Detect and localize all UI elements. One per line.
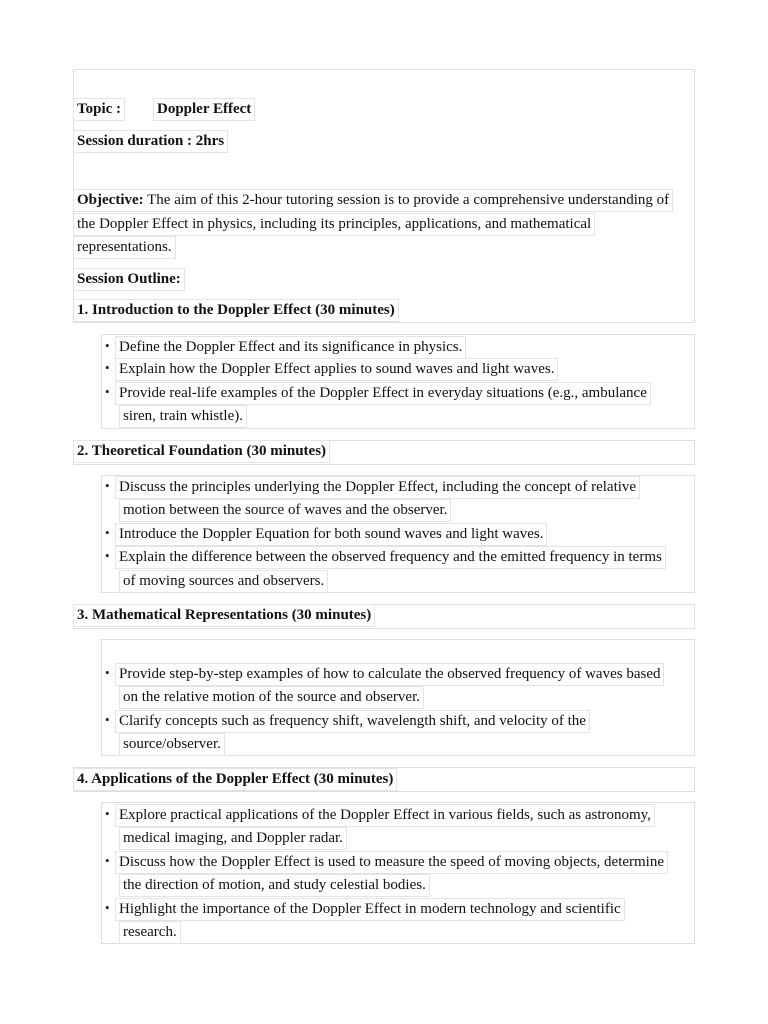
section-2-bullet-1-line-1: Discuss the principles underlying the Doppler Effect, including the concept of relative [115,476,640,499]
section-3-bullet-1-line-2: on the relative motion of the source and observer. [119,686,424,709]
section-4-heading: 4. Applications of the Doppler Effect (30 minutes) [73,768,397,791]
section-1-bullet-1: Define the Doppler Effect and its significance in physics. [115,336,466,359]
section-2-bullet-3-line-2: of moving sources and observers. [119,570,328,593]
bullet-marker: • [105,665,110,680]
bullet-marker: • [105,478,110,493]
bullet-marker: • [105,548,110,563]
section-2-bullet-2: Introduce the Doppler Equation for both sound waves and light waves. [115,523,547,546]
section-4-bullet-3-line-1: Highlight the importance of the Doppler Effect in modern technology and scientific [115,898,625,921]
objective-label: Objective: [77,192,144,208]
bullet-marker: • [105,525,110,540]
objective-line-1 [73,189,673,212]
section-4-bullet-2-line-1: Discuss how the Doppler Effect is used to measure the speed of moving objects, determine [115,851,668,874]
section-3-bullet-2-line-2: source/observer. [119,733,225,756]
section-4-bullet-1-line-2: medical imaging, and Doppler radar. [119,827,347,850]
objective-line-3: representations. [73,236,176,259]
section-4-bullet-2-line-2: the direction of motion, and study celestial bodies. [119,874,430,897]
section-1-bullet-2: Explain how the Doppler Effect applies to sound waves and light waves. [115,358,558,381]
section-3-bullet-1-line-1: Provide step-by-step examples of how to calculate the observed frequency of waves based [115,663,664,686]
section-3-heading: 3. Mathematical Representations (30 minutes) [73,604,375,627]
section-1-bullet-3-line-1: Provide real-life examples of the Doppler Effect in everyday situations (e.g., ambulance [115,382,651,405]
topic-value: Doppler Effect [153,98,255,121]
session-outline-title: Session Outline: [73,268,185,291]
bullet-marker: • [105,853,110,868]
section-3-bullet-2-line-1: Clarify concepts such as frequency shift, wavelength shift, and velocity of the [115,710,590,733]
objective-text-1: The aim of this 2-hour tutoring session is to provide a comprehensive understanding of [147,192,670,208]
topic-label: Topic : [73,98,125,121]
bullet-marker: • [105,900,110,915]
section-2-bullet-3-line-1: Explain the difference between the observed frequency and the emitted frequency in terms [115,546,666,569]
section-4-bullet-3-line-2: research. [119,921,181,944]
section-1-bullet-3-line-2: siren, train whistle). [119,405,247,428]
section-2-heading: 2. Theoretical Foundation (30 minutes) [73,440,330,463]
section-1-heading: 1. Introduction to the Doppler Effect (30 minutes) [73,299,399,322]
bullet-marker: • [105,806,110,821]
bullet-marker: • [105,338,110,353]
section-4-bullet-1-line-1: Explore practical applications of the Doppler Effect in various fields, such as astronomy, [115,804,655,827]
section-2-bullet-1-line-2: motion between the source of waves and the observer. [119,499,451,522]
session-duration: Session duration : 2hrs [73,130,228,153]
bullet-marker: • [105,384,110,399]
objective-line-2: the Doppler Effect in physics, including its principles, applications, and mathematical [73,213,595,236]
bullet-marker: • [105,712,110,727]
bullet-marker: • [105,360,110,375]
